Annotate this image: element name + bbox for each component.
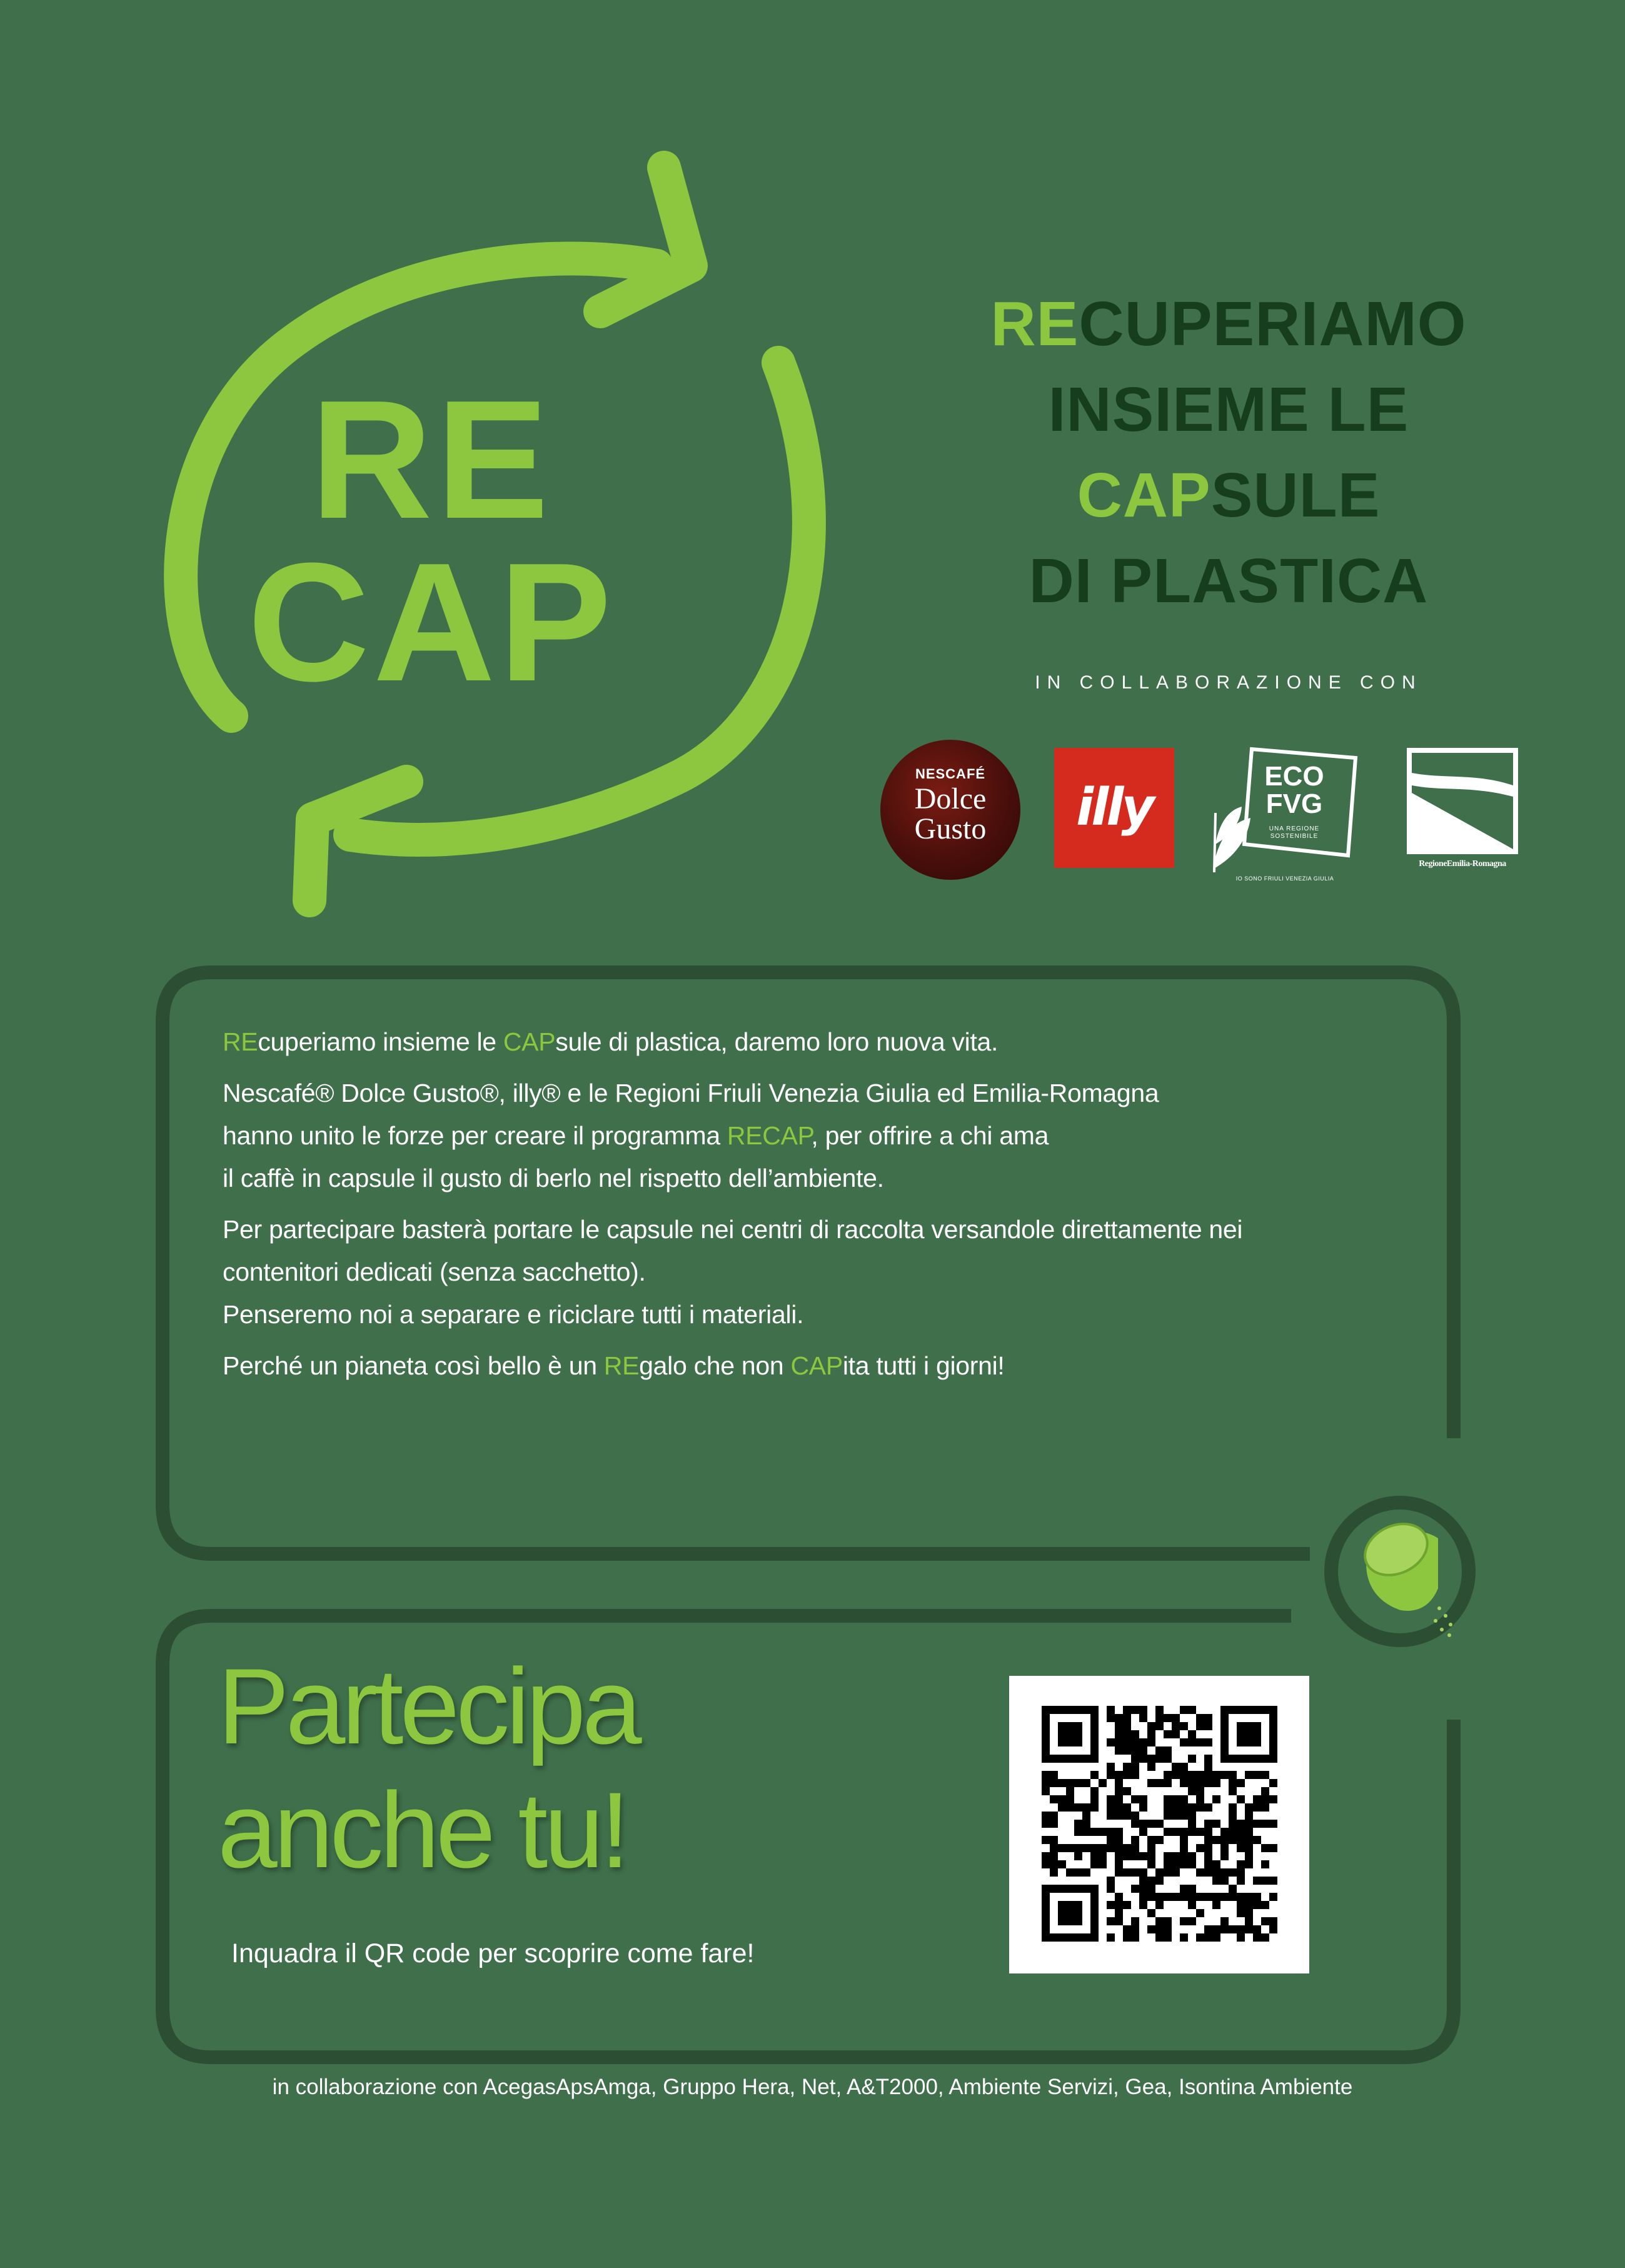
ecofvg-tagline: UNA REGIONE SOSTENIBILE (1269, 825, 1320, 840)
capsule-icon (1357, 1515, 1452, 1637)
dolce-gusto-name-1: Dolce (914, 782, 987, 815)
qr-code-icon (1009, 1676, 1309, 1973)
cta-subtitle: Inquadra il QR code per scoprire come fare! (231, 1938, 755, 1968)
cta-title-line-2: anche tu! (218, 1770, 626, 1890)
headline-line-1: RECUPERIAMO (990, 289, 1467, 359)
ecofvg-line-2: FVG (1265, 789, 1323, 819)
ecofvg-caption: IO SONO FRIULI VENEZIA GIULIA (1235, 875, 1334, 882)
body-paragraph-1: REcuperiamo insieme le CAPsule di plastica, daremo loro nuova vita. (223, 1027, 999, 1056)
body-paragraph-3: Per partecipare basterà portare le capsule nei centri di raccolta versandole direttamente nei contenitori dedicati (senza sacchetto). Penseremo noi a separare e riciclare tutti i materiali. (223, 1215, 1243, 1329)
illy-name: illy (1076, 778, 1152, 837)
body-text (223, 1021, 1361, 1396)
collab-label: IN COLLABORAZIONE CON (1035, 672, 1422, 693)
nescafe-brand: NESCAFÉ (915, 766, 986, 782)
footer-collab-text: in collaborazione con AcegasApsAmga, Gruppo Hera, Net, A&T2000, Ambiente Servizi, Gea, Isontina Ambiente (272, 2075, 1353, 2099)
logo-text-re: RE (310, 366, 553, 554)
dolce-gusto-name-2: Gusto (914, 812, 987, 845)
emilia-romagna-name: RegioneEmilia-Romagna (1419, 859, 1506, 869)
headline-line-4: DI PLASTICA (1029, 546, 1429, 616)
qr-code[interactable] (1009, 1676, 1309, 1973)
headline-line-3: CAPSULE (1077, 460, 1381, 530)
body-paragraph-4: Perché un pianeta così bello è un REgalo che non CAPita tutti i giorni! (223, 1351, 1005, 1380)
cta-title (218, 1645, 638, 1892)
headline-line-2: INSIEME LE (1048, 375, 1409, 445)
ecofvg-line-1: ECO (1264, 761, 1324, 792)
logo-text-cap: CAP (247, 528, 616, 717)
body-paragraph-2: Nescafé® Dolce Gusto®, illy® e le Regioni Friuli Venezia Giulia ed Emilia-Romagna hanno unito le forze per creare il programma RECAP, per offrire a chi ama il caffè in capsule il gusto di berlo nel rispetto dell’ambiente. (223, 1079, 1159, 1192)
cta-title-line-1: Partecipa (218, 1646, 638, 1767)
